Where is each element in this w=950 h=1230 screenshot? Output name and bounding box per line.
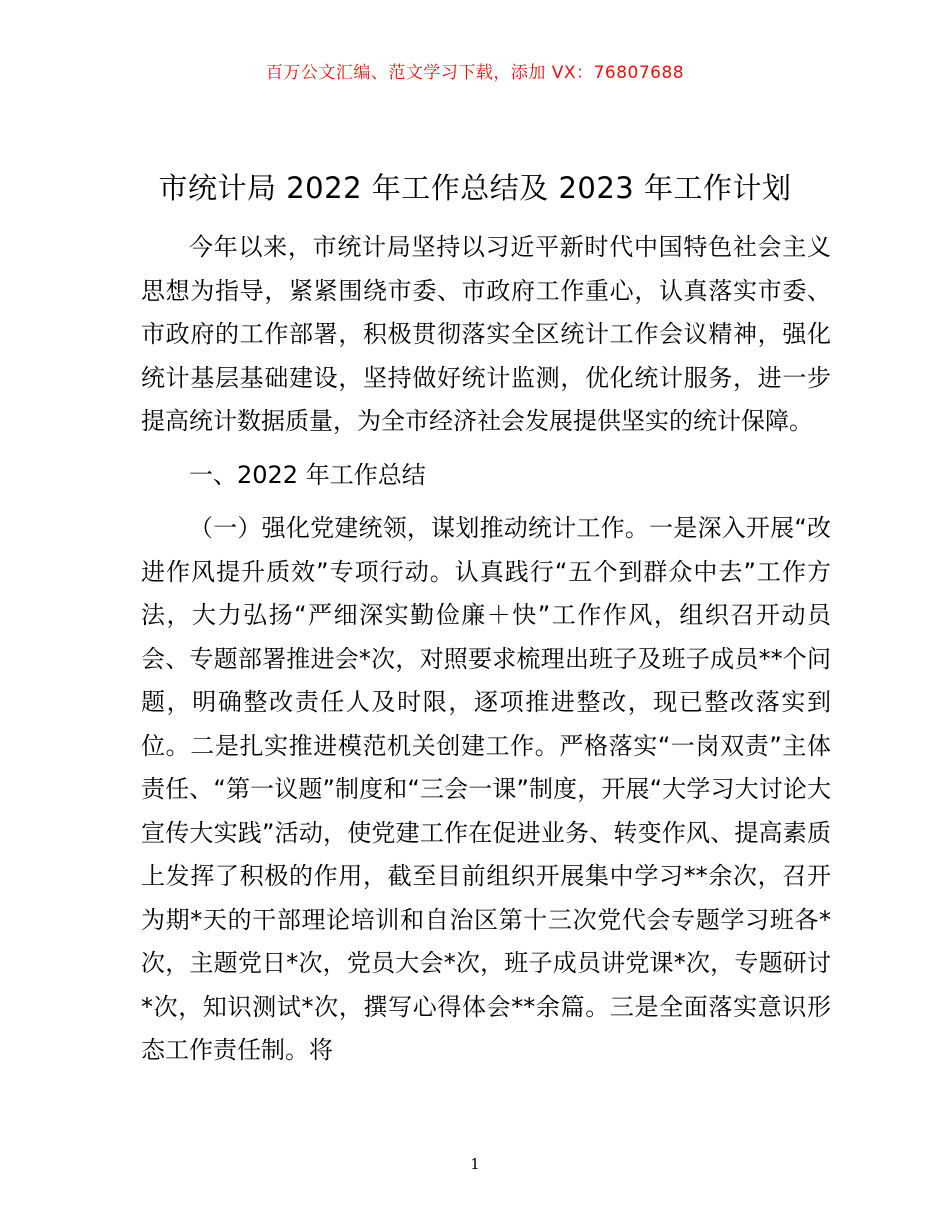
body-paragraph: （一）强化党建统领，谋划推动统计工作。一是深入开展“改进作风提升质效”专项行动。认真践行“五个到群众中去”工作方法，大力弘扬“严细深实勤俭廉＋快”工作作风，组织召开动员会、专题部署推进会*次，对照要求梳理出班子及班子成员**个问题，明确整改责任人及时限，逐项推进整改，现已整改落实到位。二是扎实推进模范机关创建工作。严格落实“一岗双责”主体责任、“第一议题”制度和“三会一课”制度，开展“大学习大讨论大宣传大实践”活动，使党建工作在促进业务、转变作风、提高素质上发挥了积极的作用，截至目前组织开展集中学习**余次，召开为期*天的干部理论培训和自治区第十三次党代会专题学习班各*次，主题党日*次，党员大会*次，班子成员讲党课*次，专题研讨*次，知识测试*次，撰写心得体会**余篇。三是全面落实意识形态工作责任制。将: [141, 514, 831, 1064]
intro-paragraph: 今年以来，市统计局坚持以习近平新时代中国特色社会主义思想为指导，紧紧围绕市委、市政府工作重心，认真落实市委、市政府的工作部署，积极贯彻落实全区统计工作会议精神，强化统计基层基础建设，坚持做好统计监测，优化统计服务，进一步提高统计数据质量，为全市经济社会发展提供坚实的统计保障。: [141, 233, 831, 435]
watermark-header: 百万公文汇编、范文学习下载，添加 VX：76807688: [265, 63, 685, 83]
document-body: [141, 226, 831, 1073]
page-number: 1: [470, 1155, 480, 1173]
section-heading: 一、2022 年工作总结: [189, 460, 426, 489]
document-title: 市统计局 2022 年工作总结及 2023 年工作计划: [158, 171, 792, 205]
